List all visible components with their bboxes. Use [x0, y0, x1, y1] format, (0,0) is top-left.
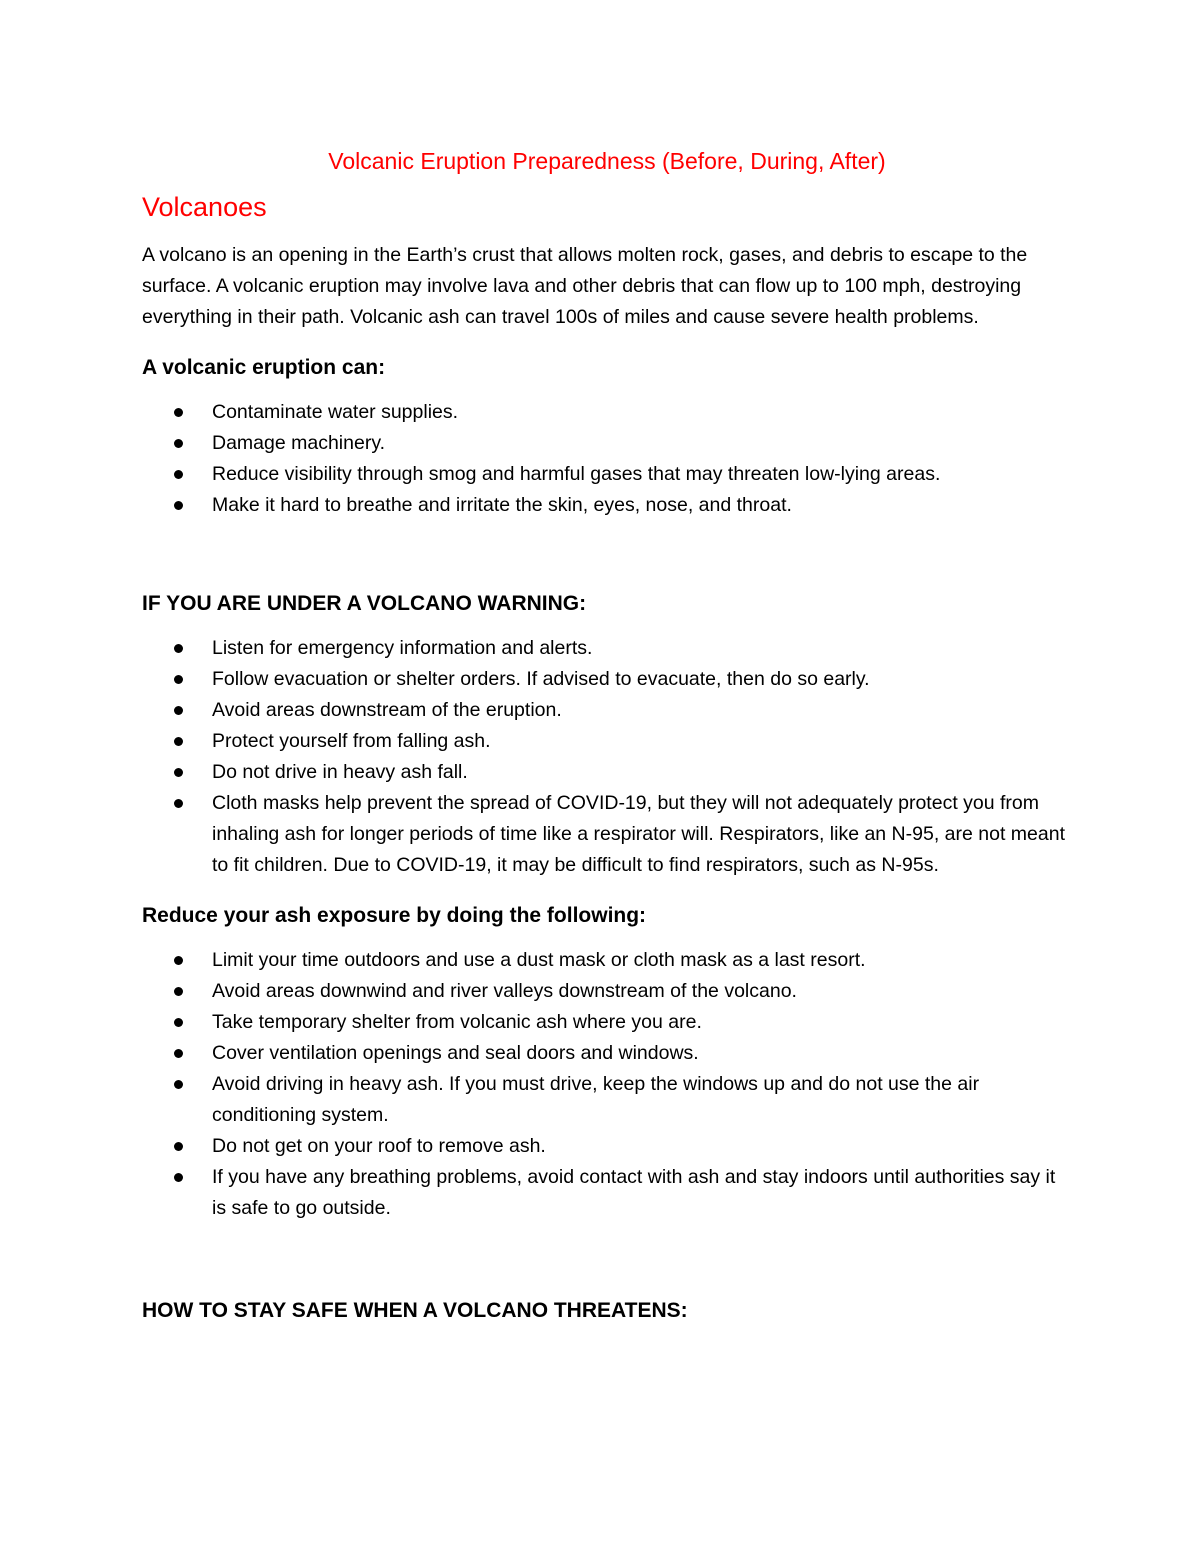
list-item [142, 1038, 1072, 1069]
stay-safe-heading: HOW TO STAY SAFE WHEN A VOLCANO THREATENS: [142, 1299, 688, 1322]
list-item [142, 633, 1072, 664]
bullet-icon [174, 706, 183, 715]
list-item-text: Avoid areas downstream of the eruption. [212, 699, 562, 721]
list-item [142, 976, 1072, 1007]
spacer [142, 541, 1072, 589]
list-item [142, 1069, 1072, 1131]
list-item-text: Contaminate water supplies. [212, 401, 459, 423]
list-item-text: Cloth masks help prevent the spread of COVID-19, but they will not adequately protect you from inhaling ash for longer periods of time like a respirator will. Respirators, like an N-95, are not meant to fit children. Due to COVID-19, it may be difficult to find respirators, such as N-95s. [212, 792, 1065, 876]
bullet-icon [174, 987, 183, 996]
bullet-icon [174, 439, 183, 448]
list-item [142, 726, 1072, 757]
list-item-text: Limit your time outdoors and use a dust mask or cloth mask as a last resort. [212, 949, 866, 971]
bullet-icon [174, 1049, 183, 1058]
list-item [142, 945, 1072, 976]
bullet-icon [174, 1018, 183, 1027]
list-item-text: Do not drive in heavy ash fall. [212, 761, 468, 783]
list-item [142, 490, 1072, 521]
list-item-text: Take temporary shelter from volcanic ash where you are. [212, 1011, 702, 1033]
list-item-text: Follow evacuation or shelter orders. If advised to evacuate, then do so early. [212, 668, 870, 690]
bullet-icon [174, 768, 183, 777]
list-item-text: Cover ventilation openings and seal doors and windows. [212, 1042, 699, 1064]
list-item [142, 788, 1072, 881]
bullet-icon [174, 675, 183, 684]
bullet-icon [174, 470, 183, 479]
list-item-text: Protect yourself from falling ash. [212, 730, 491, 752]
list-item [142, 1131, 1072, 1162]
ash-exposure-list [142, 945, 1072, 1224]
intro-paragraph: A volcano is an opening in the Earth’s crust that allows molten rock, gases, and debris to escape to the surface. A volcanic eruption may involve lava and other debris that can flow up to 100 mph, destroying everything in their path. Volcanic ash can travel 100s of miles and cause severe health problems. [142, 244, 1028, 328]
list-item-text: If you have any breathing problems, avoid contact with ash and stay indoors until authorities say it is safe to go outside. [212, 1166, 1056, 1219]
list-item-text: Damage machinery. [212, 432, 386, 454]
list-item [142, 459, 1072, 490]
list-item [142, 428, 1072, 459]
eruption-can-heading: A volcanic eruption can: [142, 356, 386, 379]
bullet-icon [174, 644, 183, 653]
list-item [142, 695, 1072, 726]
list-item-text: Reduce visibility through smog and harmful gases that may threaten low-lying areas. [212, 463, 941, 485]
warning-heading: IF YOU ARE UNDER A VOLCANO WARNING: [142, 592, 587, 615]
spacer [142, 1244, 1072, 1296]
list-item-text: Make it hard to breathe and irritate the skin, eyes, nose, and throat. [212, 494, 792, 516]
list-item-text: Listen for emergency information and alerts. [212, 637, 593, 659]
section-heading-volcanoes: Volcanoes [142, 192, 267, 222]
bullet-icon [174, 1080, 183, 1089]
list-item [142, 664, 1072, 695]
bullet-icon [174, 956, 183, 965]
bullet-icon [174, 737, 183, 746]
list-item [142, 397, 1072, 428]
warning-list [142, 633, 1072, 881]
bullet-icon [174, 501, 183, 510]
bullet-icon [174, 408, 183, 417]
list-item [142, 757, 1072, 788]
document-title: Volcanic Eruption Preparedness (Before, During, After) [328, 148, 886, 174]
list-item-text: Do not get on your roof to remove ash. [212, 1135, 546, 1157]
bullet-icon [174, 1142, 183, 1151]
list-item [142, 1162, 1072, 1224]
list-item [142, 1007, 1072, 1038]
bullet-icon [174, 1173, 183, 1182]
bullet-icon [174, 799, 183, 808]
list-item-text: Avoid driving in heavy ash. If you must drive, keep the windows up and do not use the air conditioning system. [212, 1073, 980, 1126]
list-item-text: Avoid areas downwind and river valleys downstream of the volcano. [212, 980, 797, 1002]
document-content [142, 146, 1072, 1340]
eruption-can-list [142, 397, 1072, 521]
ash-exposure-heading: Reduce your ash exposure by doing the following: [142, 904, 647, 927]
